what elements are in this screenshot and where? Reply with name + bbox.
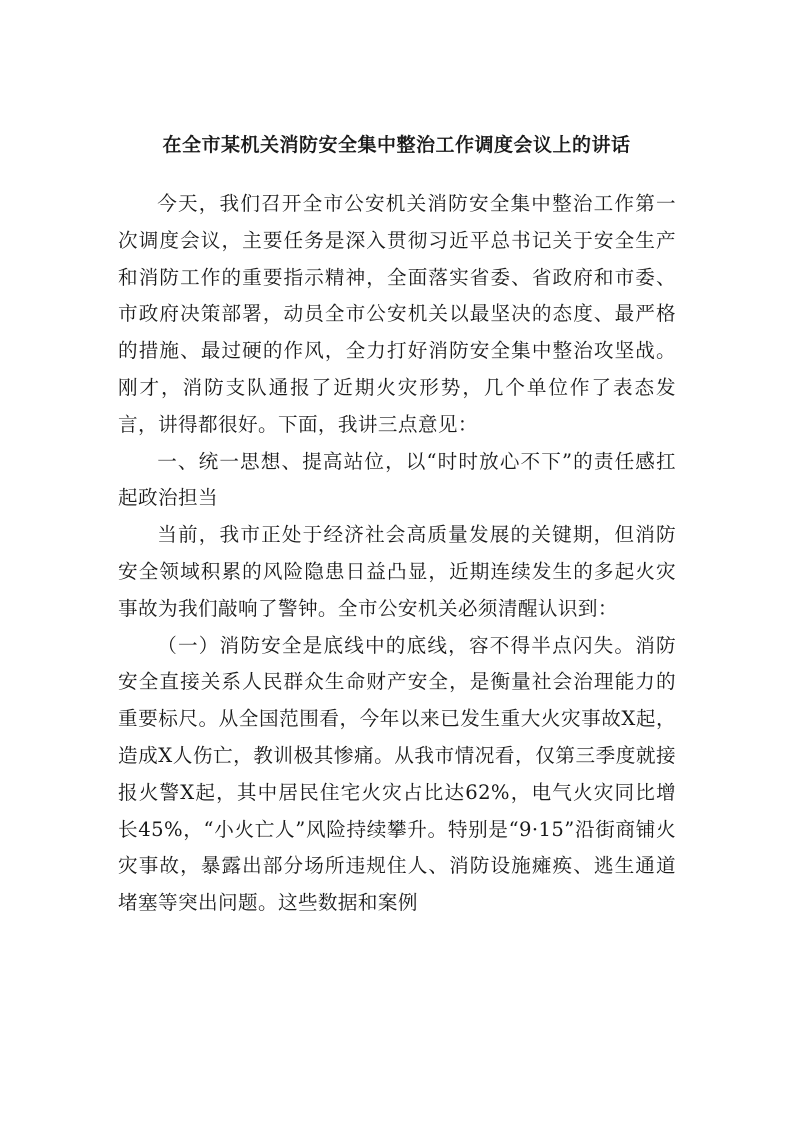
document-body bbox=[118, 186, 676, 922]
paragraph-situation: 当前，我市正处于经济社会高质量发展的关键期，但消防安全领域积累的风险隐患日益凸显，近期连续发生的多起火灾事故为我们敲响了警钟。全市公安机关必须清醒认识到： bbox=[118, 523, 676, 620]
paragraph-subpoint-one: （一）消防安全是底线中的底线，容不得半点闪失。消防安全直接关系人民群众生命财产安全，是衡量社会治理能力的重要标尺。从全国范围看，今年以来已发生重大火灾事故X起，造成X人伤亡，教训极其惨痛。从我市情况看，仅第三季度就接报火警X起，其中居民住宅火灾占比达62%，电气火灾同比增长45%，“小火亡人”风险持续攀升。特别是“9·15”沿街商铺火灾事故，暴露出部分场所违规住人、消防设施瘫痪、逃生通道堵塞等突出问题。这些数据和案例 bbox=[118, 633, 676, 915]
paragraph-opening: 今天，我们召开全市公安机关消防安全集中整治工作第一次调度会议，主要任务是深入贯彻习近平总书记关于安全生产和消防工作的重要指示精神，全面落实省委、省政府和市委、市政府决策部署，动员全市公安机关以最坚决的态度、最严格的措施、最过硬的作风，全力打好消防安全集中整治攻坚战。刚才，消防支队通报了近期火灾形势，几个单位作了表态发言，讲得都很好。下面，我讲三点意见： bbox=[118, 192, 676, 436]
document-title: 在全市某机关消防安全集中整治工作调度会议上的讲话 bbox=[162, 134, 631, 156]
section-heading-one: 一、统一思想、提高站位，以“时时放心不下”的责任感扛起政治担当 bbox=[118, 449, 676, 510]
